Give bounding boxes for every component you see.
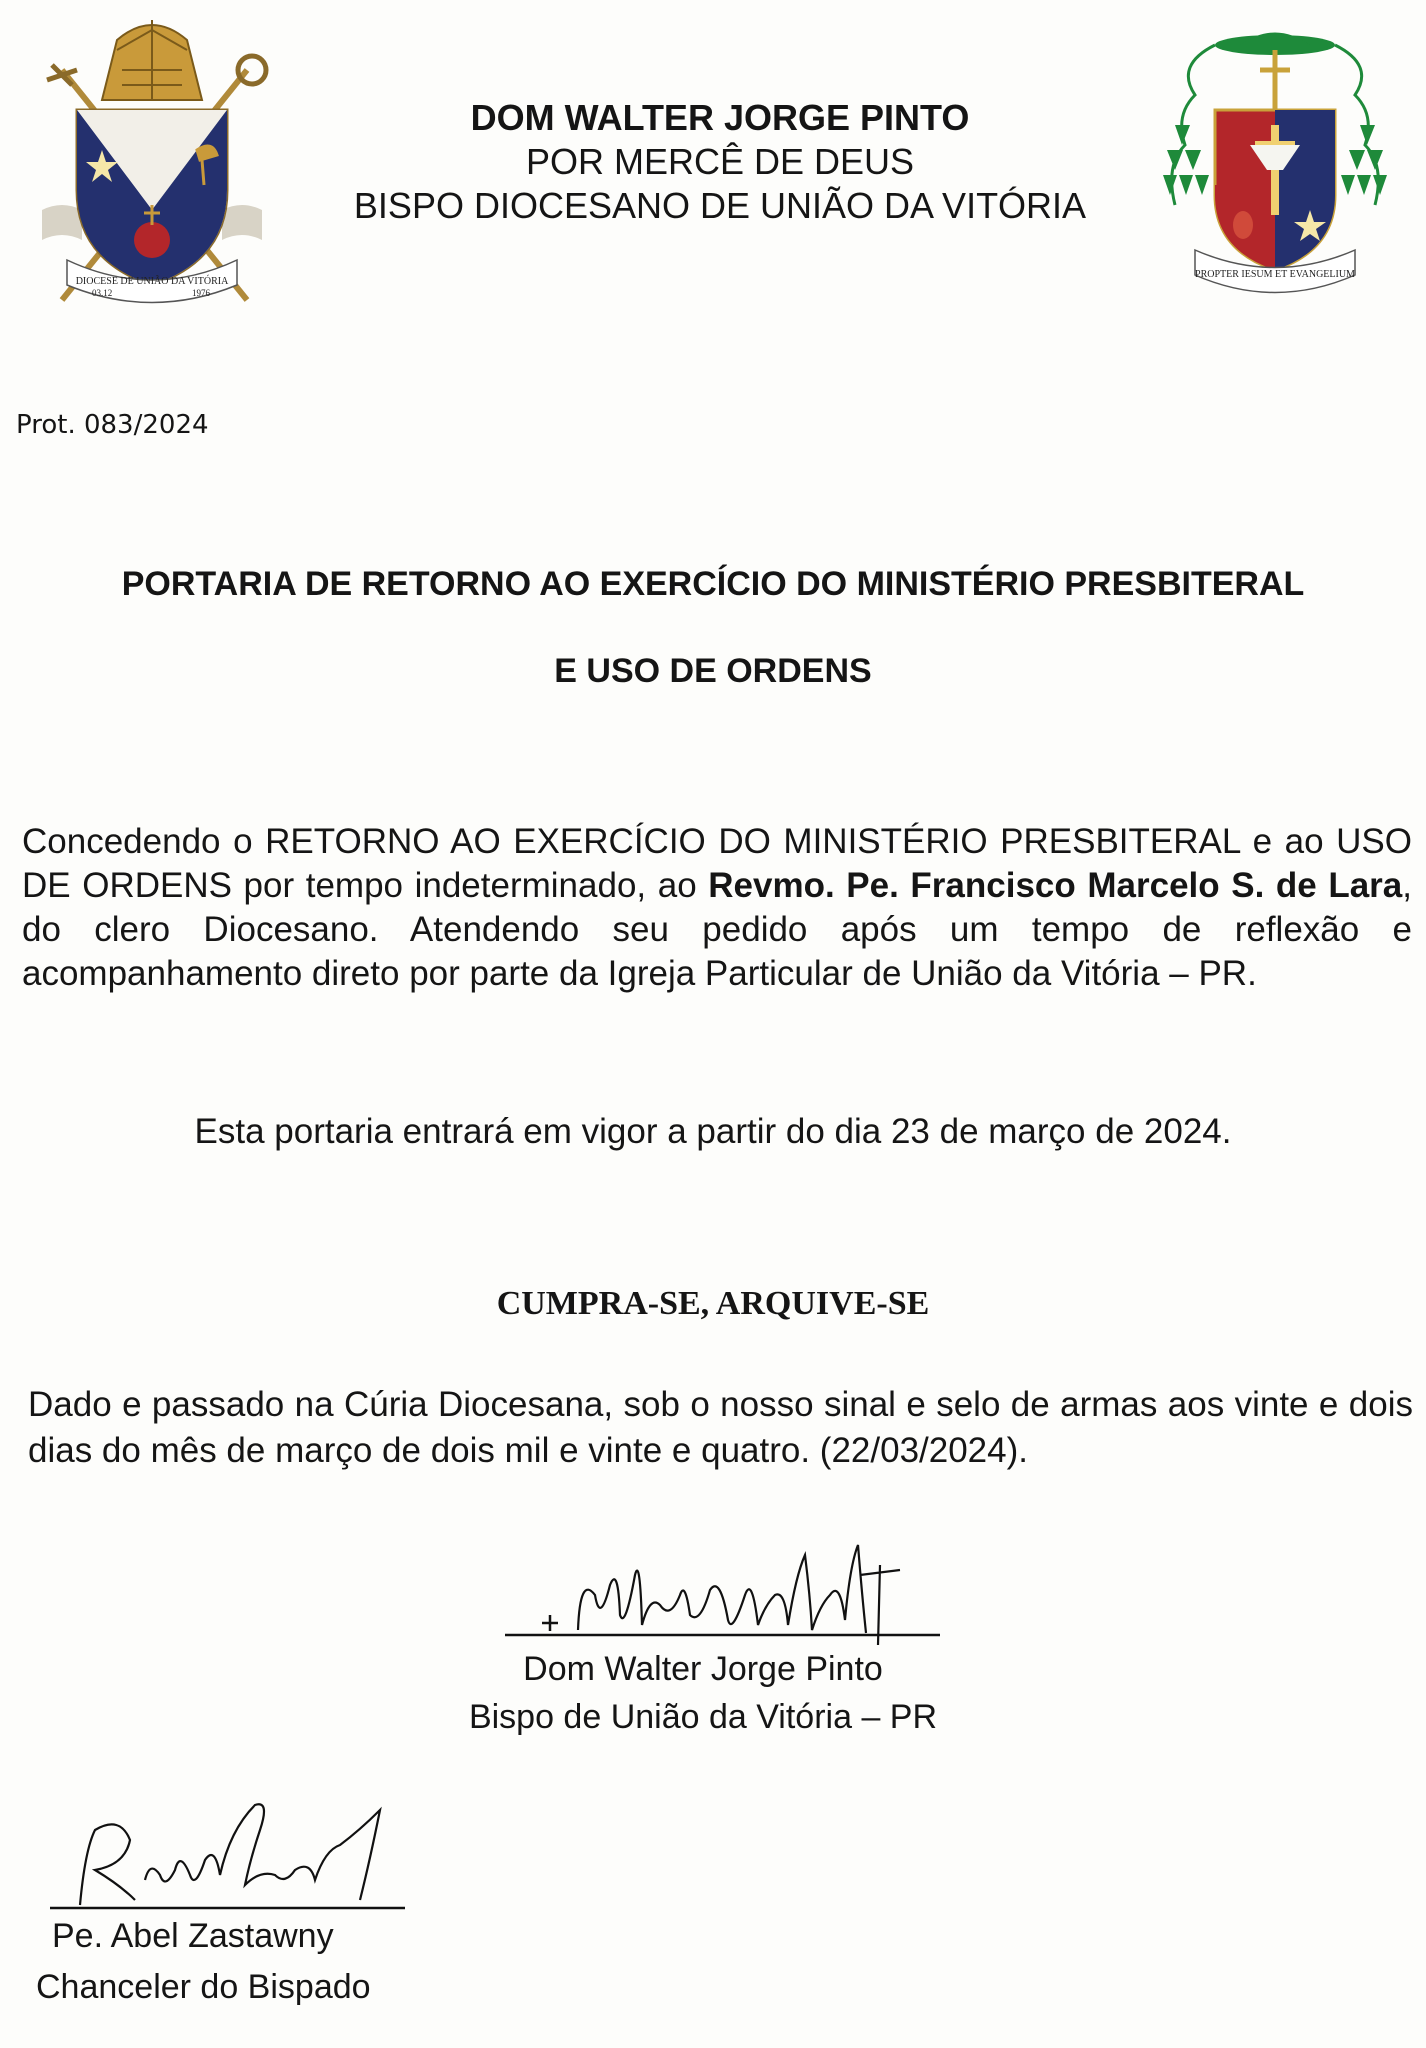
effective-date-statement: Esta portaria entrará em vigor a partir do dia 23 de março de 2024. (194, 1112, 1232, 1151)
body-text-part-2: , do clero Diocesano. Atendendo seu pedido após um tempo de reflexão e acompanhamento direto por parte da Igreja Particular de União da Vitória – PR. (22, 866, 1412, 993)
header-line-2: POR MERCÊ DE DEUS (525, 141, 915, 182)
crest-date-right: 1976 (192, 288, 210, 298)
bishop-title: Bispo de União da Vitória – PR (468, 1698, 938, 1736)
chancellor-name: Pe. Abel Zastawny (52, 1917, 334, 1955)
crest-motto: PROPTER IESUM ET EVANGELIUM (1195, 269, 1355, 280)
bishop-signature (500, 1535, 960, 1665)
protocol-number: Prot. 083/2024 (16, 410, 209, 440)
document-title-line-1: PORTARIA DE RETORNO AO EXERCÍCIO DO MINISTÉRIO PRESBITERAL (121, 565, 1305, 603)
mitre-icon (102, 20, 202, 100)
document-title-line-2: E USO DE ORDENS (554, 652, 872, 690)
body-text-part-1: Concedendo o RETORNO AO EXERCÍCIO DO MINISTÉRIO PRESBITERAL e ao USO DE ORDENS por tempo indeterminado, ao (22, 822, 1412, 905)
priest-name: Revmo. Pe. Francisco Marcelo S. de Lara (708, 866, 1403, 905)
header-line-3: BISPO DIOCESANO DE UNIÃO DA VITÓRIA (353, 185, 1087, 226)
bishop-coat-of-arms-icon (1155, 15, 1395, 315)
body-paragraph (22, 820, 1412, 996)
closing-formula: CUMPRA-SE, ARQUIVE-SE (496, 1285, 930, 1322)
bishop-name: Dom Walter Jorge Pinto (523, 1650, 883, 1688)
chancellor-title: Chanceler do Bispado (36, 1968, 371, 2006)
crest-date-left: 03.12 (92, 288, 113, 298)
header-name: DOM WALTER JORGE PINTO (470, 97, 970, 138)
chancellor-signature (40, 1790, 420, 1920)
diocese-coat-of-arms-icon (22, 10, 282, 310)
crest-motto: DIOCESE DE UNIÃO DA VITÓRIA (75, 276, 229, 287)
given-statement: Dado e passado na Cúria Diocesana, sob o nosso sinal e selo de armas aos vinte e dois dias do mês de março de dois mil e vinte e quatro. (22/03/2024). (28, 1385, 1413, 1470)
